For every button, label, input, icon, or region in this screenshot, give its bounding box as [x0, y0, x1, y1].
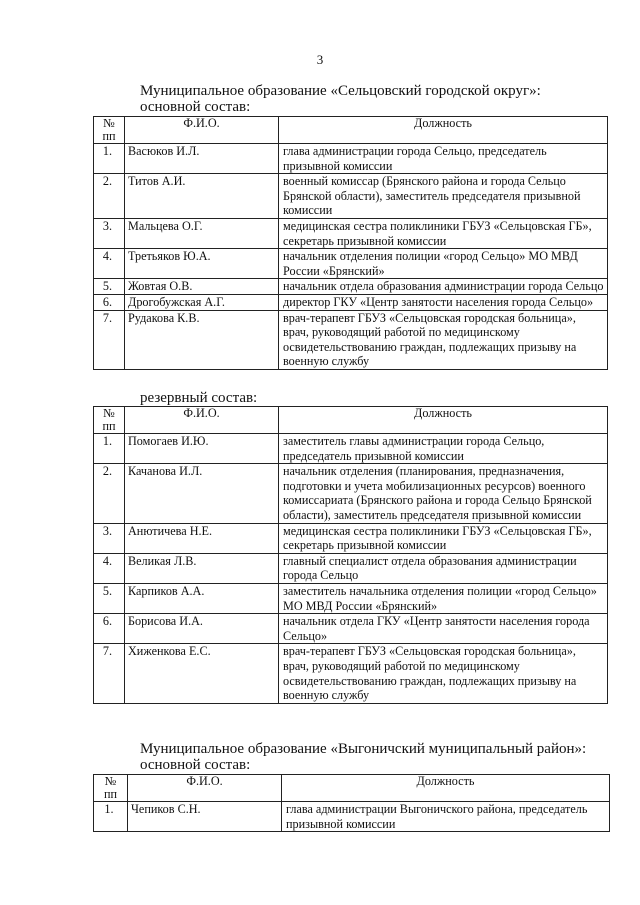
- row-name: Анютичева Н.Е.: [125, 523, 279, 553]
- row-name: Рудакова К.В.: [125, 310, 279, 369]
- table-row: [94, 464, 608, 523]
- table-row: [94, 523, 608, 553]
- section-2-table: [93, 406, 608, 704]
- row-position: врач-терапевт ГБУЗ «Сельцовская городская больница», врач, руководящий работой по медицинскому освидетельствованию граждан, подлежащих призыву на военную службу: [279, 644, 608, 703]
- column-header-name: Ф.И.О.: [125, 407, 279, 434]
- row-name: Дрогобужская А.Г.: [125, 294, 279, 310]
- row-number: 6.: [94, 294, 125, 310]
- column-header-number: № пп: [94, 775, 128, 802]
- row-position: начальник отдела образования администрации города Сельцо: [279, 279, 608, 295]
- row-number: 5.: [94, 583, 125, 613]
- table-row: [94, 553, 608, 583]
- row-number: 1.: [94, 802, 128, 832]
- table-row: [94, 644, 608, 703]
- table-row: [94, 294, 608, 310]
- row-position: военный комиссар (Брянского района и города Сельцо Брянской области), заместитель председателя призывной комиссии: [279, 174, 608, 219]
- section-3-subheading: основной состав:: [140, 757, 251, 773]
- table-header-row: [94, 117, 608, 144]
- table-row: [94, 279, 608, 295]
- row-position: медицинская сестра поликлиники ГБУЗ «Сельцовская ГБ», секретарь призывной комиссии: [279, 218, 608, 248]
- column-header-name: Ф.И.О.: [128, 775, 282, 802]
- row-name: Карпиков А.А.: [125, 583, 279, 613]
- section-1-table: [93, 116, 608, 370]
- row-number: 5.: [94, 279, 125, 295]
- section-3-heading: Муниципальное образование «Выгоничский муниципальный район»:: [140, 741, 587, 757]
- row-position: заместитель главы администрации города Сельцо, председатель призывной комиссии: [279, 434, 608, 464]
- row-name: Титов А.И.: [125, 174, 279, 219]
- row-name: Помогаев И.Ю.: [125, 434, 279, 464]
- row-number: 7.: [94, 644, 125, 703]
- column-header-number: № пп: [94, 407, 125, 434]
- table-row: [94, 249, 608, 279]
- row-name: Качанова И.Л.: [125, 464, 279, 523]
- column-header-name: Ф.И.О.: [125, 117, 279, 144]
- row-position: начальник отделения (планирования, предназначения, подготовки и учета мобилизационных ресурсов) военного комиссариата (Брянского района и города Сельцо Брянской области), заместитель председателя призывной комиссии: [279, 464, 608, 523]
- column-header-number: № пп: [94, 117, 125, 144]
- row-name: Жовтая О.В.: [125, 279, 279, 295]
- column-header-position: Должность: [279, 117, 608, 144]
- table-row: [94, 144, 608, 174]
- row-number: 1.: [94, 144, 125, 174]
- table-header-row: [94, 407, 608, 434]
- row-name: Васюков И.Л.: [125, 144, 279, 174]
- table-header-row: [94, 775, 610, 802]
- section-1-subheading: основной состав:: [140, 99, 251, 115]
- table-row: [94, 218, 608, 248]
- row-position: глава администрации Выгоничского района, председатель призывной комиссии: [282, 802, 610, 832]
- row-number: 6.: [94, 614, 125, 644]
- row-position: глава администрации города Сельцо, председатель призывной комиссии: [279, 144, 608, 174]
- column-header-position: Должность: [282, 775, 610, 802]
- row-number: 1.: [94, 434, 125, 464]
- table-row: [94, 174, 608, 219]
- row-position: главный специалист отдела образования администрации города Сельцо: [279, 553, 608, 583]
- table-row: [94, 434, 608, 464]
- row-position: директор ГКУ «Центр занятости населения города Сельцо»: [279, 294, 608, 310]
- row-number: 4.: [94, 553, 125, 583]
- row-number: 3.: [94, 218, 125, 248]
- table-row: [94, 583, 608, 613]
- row-name: Борисова И.А.: [125, 614, 279, 644]
- row-number: 2.: [94, 174, 125, 219]
- row-position: начальник отдела ГКУ «Центр занятости населения города Сельцо»: [279, 614, 608, 644]
- row-name: Третьяков Ю.А.: [125, 249, 279, 279]
- row-position: врач-терапевт ГБУЗ «Сельцовская городская больница», врач, руководящий работой по медицинскому освидетельствованию граждан, подлежащих призыву на военную службу: [279, 310, 608, 369]
- section-3-table: [93, 774, 610, 832]
- row-position: начальник отделения полиции «город Сельцо» МО МВД России «Брянский»: [279, 249, 608, 279]
- table-row: [94, 802, 610, 832]
- row-name: Хиженкова Е.С.: [125, 644, 279, 703]
- column-header-position: Должность: [279, 407, 608, 434]
- row-name: Великая Л.В.: [125, 553, 279, 583]
- row-position: заместитель начальника отделения полиции «город Сельцо» МО МВД России «Брянский»: [279, 583, 608, 613]
- row-name: Чепиков С.Н.: [128, 802, 282, 832]
- table-row: [94, 310, 608, 369]
- row-number: 7.: [94, 310, 125, 369]
- section-2-subheading: резервный состав:: [140, 390, 258, 406]
- row-number: 2.: [94, 464, 125, 523]
- row-number: 3.: [94, 523, 125, 553]
- row-name: Мальцева О.Г.: [125, 218, 279, 248]
- page-number: 3: [316, 52, 324, 67]
- row-number: 4.: [94, 249, 125, 279]
- row-position: медицинская сестра поликлиники ГБУЗ «Сельцовская ГБ», секретарь призывной комиссии: [279, 523, 608, 553]
- section-1-heading: Муниципальное образование «Сельцовский городской округ»:: [140, 83, 541, 99]
- table-row: [94, 614, 608, 644]
